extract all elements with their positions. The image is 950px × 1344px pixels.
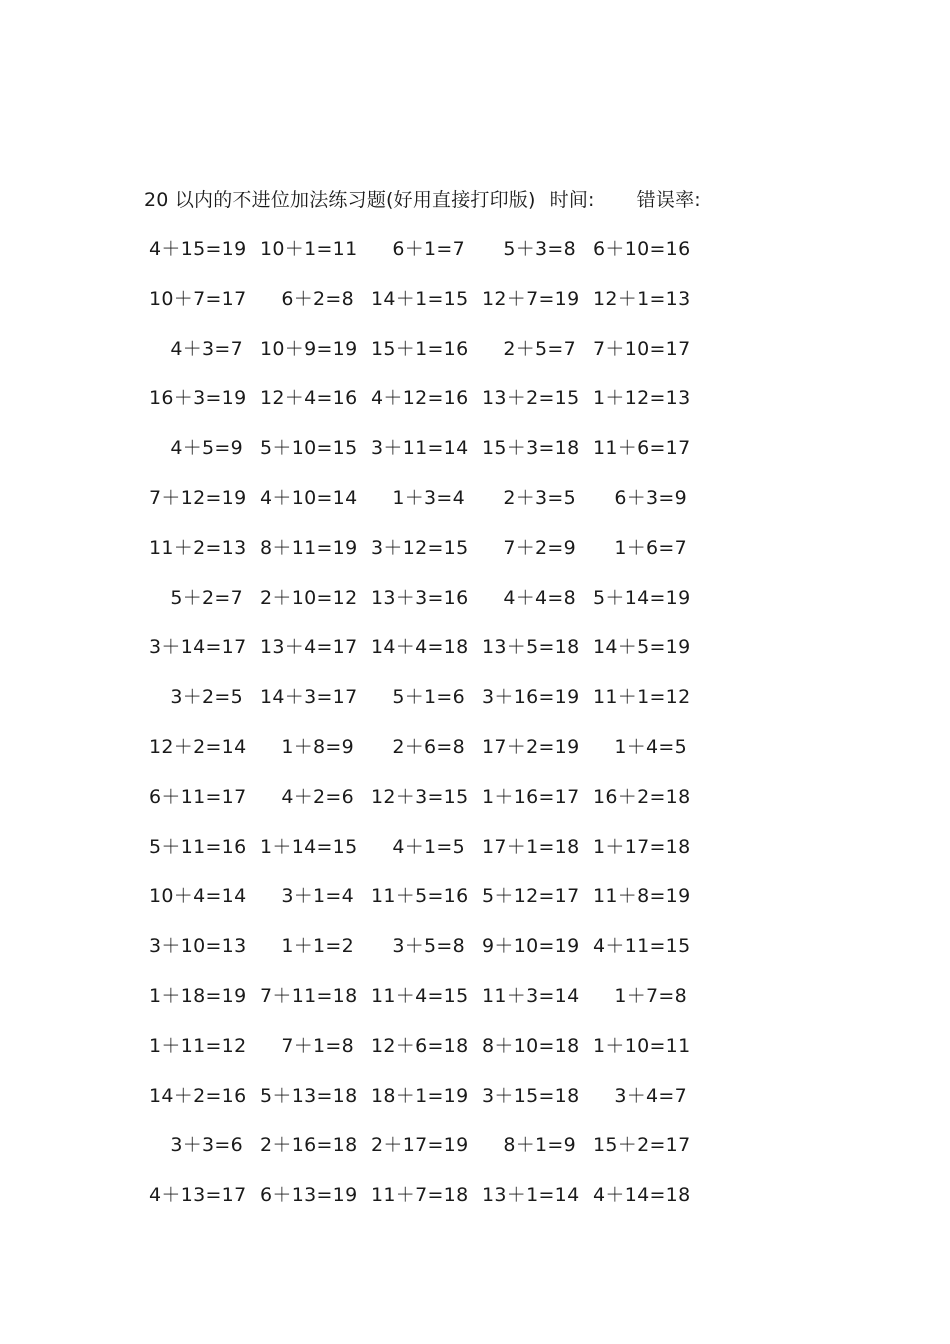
exercise-equation: 17＋1=18 [482, 835, 580, 858]
exercise-equation: 12＋7=19 [482, 287, 580, 310]
exercise-equation: 1＋6=7 [614, 536, 687, 559]
exercise-equation: 6＋11=17 [149, 785, 247, 808]
exercise-row [0, 1031, 950, 1081]
exercise-row [0, 931, 950, 981]
exercise-row [0, 334, 950, 384]
exercise-equation: 5＋14=19 [593, 586, 691, 609]
exercise-equation: 7＋2=9 [503, 536, 576, 559]
exercise-equation: 13＋1=14 [482, 1184, 580, 1207]
exercise-equation: 13＋5=18 [482, 636, 580, 659]
exercise-equation: 2＋17=19 [371, 1134, 469, 1157]
exercise-equation: 6＋3=9 [614, 486, 687, 509]
exercise-equation: 10＋4=14 [149, 885, 247, 908]
exercise-equation: 10＋1=11 [260, 238, 358, 260]
exercise-row [0, 383, 950, 433]
exercise-equation: 5＋2=7 [170, 586, 243, 609]
exercise-equation: 1＋1=2 [281, 935, 354, 958]
exercise-equation: 1＋14=15 [260, 835, 358, 858]
exercise-equation: 7＋1=8 [281, 1034, 354, 1057]
exercise-equation: 2＋10=12 [260, 586, 358, 609]
exercise-equation: 2＋5=7 [503, 337, 576, 360]
exercise-equation: 18＋1=19 [371, 1084, 469, 1107]
exercise-row [0, 583, 950, 633]
exercise-equation: 1＋12=13 [593, 387, 691, 410]
exercise-row [0, 981, 950, 1031]
exercise-equation: 1＋7=8 [614, 984, 687, 1007]
exercise-equation: 11＋2=13 [149, 536, 247, 559]
exercise-equation: 3＋2=5 [170, 686, 243, 709]
exercise-equation: 3＋4=7 [614, 1084, 687, 1107]
exercise-equation: 8＋11=19 [260, 536, 358, 559]
exercise-equation: 2＋16=18 [260, 1134, 358, 1157]
exercise-equation: 4＋14=18 [593, 1184, 691, 1207]
exercise-row [0, 234, 950, 284]
exercise-equation: 6＋13=19 [260, 1184, 358, 1207]
exercise-equation: 14＋3=17 [260, 686, 358, 709]
exercise-equation: 12＋3=15 [371, 785, 469, 808]
exercise-equation: 4＋15=19 [149, 238, 247, 260]
exercise-equation: 1＋18=19 [149, 984, 247, 1007]
exercise-equation: 11＋4=15 [371, 984, 469, 1007]
time-label: 时间: [549, 189, 595, 211]
exercise-equation: 11＋8=19 [593, 885, 691, 908]
exercise-row [0, 1180, 950, 1230]
exercise-equation: 1＋3=4 [392, 486, 465, 509]
exercise-equation: 5＋1=6 [392, 686, 465, 709]
exercise-equation: 14＋1=15 [371, 287, 469, 310]
exercise-row [0, 533, 950, 583]
exercise-equation: 11＋1=12 [593, 686, 691, 709]
exercise-row [0, 782, 950, 832]
exercise-equation: 17＋2=19 [482, 735, 580, 758]
exercise-equation: 3＋12=15 [371, 536, 469, 559]
exercise-equation: 5＋10=15 [260, 437, 358, 460]
exercise-equation: 4＋3=7 [170, 337, 243, 360]
exercise-equation: 1＋11=12 [149, 1034, 247, 1057]
worksheet-header [144, 186, 701, 214]
exercise-equation: 2＋3=5 [503, 486, 576, 509]
exercise-equation: 4＋11=15 [593, 935, 691, 958]
exercise-equation: 12＋1=13 [593, 287, 691, 310]
exercise-equation: 5＋13=18 [260, 1084, 358, 1107]
exercise-equation: 1＋16=17 [482, 785, 580, 808]
exercise-equation: 5＋11=16 [149, 835, 247, 858]
exercise-equation: 12＋6=18 [371, 1034, 469, 1057]
exercise-equation: 16＋3=19 [149, 387, 247, 410]
exercise-row [0, 732, 950, 782]
exercise-equation: 5＋3=8 [503, 238, 576, 260]
exercise-row [0, 433, 950, 483]
exercise-equation: 8＋1=9 [503, 1134, 576, 1157]
exercise-equation: 10＋9=19 [260, 337, 358, 360]
exercise-equation: 11＋7=18 [371, 1184, 469, 1207]
exercise-equation: 4＋2=6 [281, 785, 354, 808]
exercise-equation: 13＋3=16 [371, 586, 469, 609]
exercise-row [0, 881, 950, 931]
exercise-equation: 4＋10=14 [260, 486, 358, 509]
exercise-equation: 4＋4=8 [503, 586, 576, 609]
exercise-equation: 11＋6=17 [593, 437, 691, 460]
exercise-equation: 3＋15=18 [482, 1084, 580, 1107]
exercise-equation: 5＋12=17 [482, 885, 580, 908]
exercise-equation: 2＋6=8 [392, 735, 465, 758]
exercise-row [0, 682, 950, 732]
exercise-row [0, 1081, 950, 1131]
exercise-equation: 3＋14=17 [149, 636, 247, 659]
exercise-equation: 9＋10=19 [482, 935, 580, 958]
exercise-equation: 4＋12=16 [371, 387, 469, 410]
exercise-equation: 6＋10=16 [593, 238, 691, 260]
exercise-equation: 8＋10=18 [482, 1034, 580, 1057]
exercise-row [0, 284, 950, 334]
exercise-row [0, 483, 950, 533]
exercise-equation: 6＋1=7 [392, 238, 465, 260]
exercise-equation: 1＋10=11 [593, 1034, 691, 1057]
exercise-row [0, 1130, 950, 1180]
exercise-equation: 3＋5=8 [392, 935, 465, 958]
exercise-equation: 14＋4=18 [371, 636, 469, 659]
exercise-equation: 12＋4=16 [260, 387, 358, 410]
exercise-equation: 11＋3=14 [482, 984, 580, 1007]
exercise-equation: 10＋7=17 [149, 287, 247, 310]
exercise-equation: 4＋5=9 [170, 437, 243, 460]
exercise-equation: 11＋5=16 [371, 885, 469, 908]
exercise-equation: 14＋5=19 [593, 636, 691, 659]
exercise-equation: 4＋1=5 [392, 835, 465, 858]
exercise-equation: 3＋1=4 [281, 885, 354, 908]
worksheet-title: 20 以内的不进位加法练习题(好用直接打印版) [144, 189, 536, 211]
exercise-equation: 7＋12=19 [149, 486, 247, 509]
exercise-equation: 3＋3=6 [170, 1134, 243, 1157]
exercise-grid [0, 234, 950, 1230]
exercise-equation: 15＋2=17 [593, 1134, 691, 1157]
exercise-row [0, 832, 950, 882]
exercise-equation: 3＋10=13 [149, 935, 247, 958]
exercise-equation: 15＋3=18 [482, 437, 580, 460]
exercise-equation: 7＋10=17 [593, 337, 691, 360]
exercise-equation: 12＋2=14 [149, 735, 247, 758]
exercise-equation: 7＋11=18 [260, 984, 358, 1007]
exercise-equation: 4＋13=17 [149, 1184, 247, 1207]
exercise-equation: 1＋8=9 [281, 735, 354, 758]
exercise-equation: 3＋16=19 [482, 686, 580, 709]
exercise-equation: 16＋2=18 [593, 785, 691, 808]
exercise-equation: 6＋2=8 [281, 287, 354, 310]
exercise-equation: 1＋4=5 [614, 735, 687, 758]
exercise-equation: 15＋1=16 [371, 337, 469, 360]
exercise-equation: 1＋17=18 [593, 835, 691, 858]
error-rate-label: 错误率: [636, 189, 701, 211]
exercise-row [0, 632, 950, 682]
exercise-equation: 3＋11=14 [371, 437, 469, 460]
exercise-equation: 13＋2=15 [482, 387, 580, 410]
exercise-equation: 13＋4=17 [260, 636, 358, 659]
exercise-equation: 14＋2=16 [149, 1084, 247, 1107]
